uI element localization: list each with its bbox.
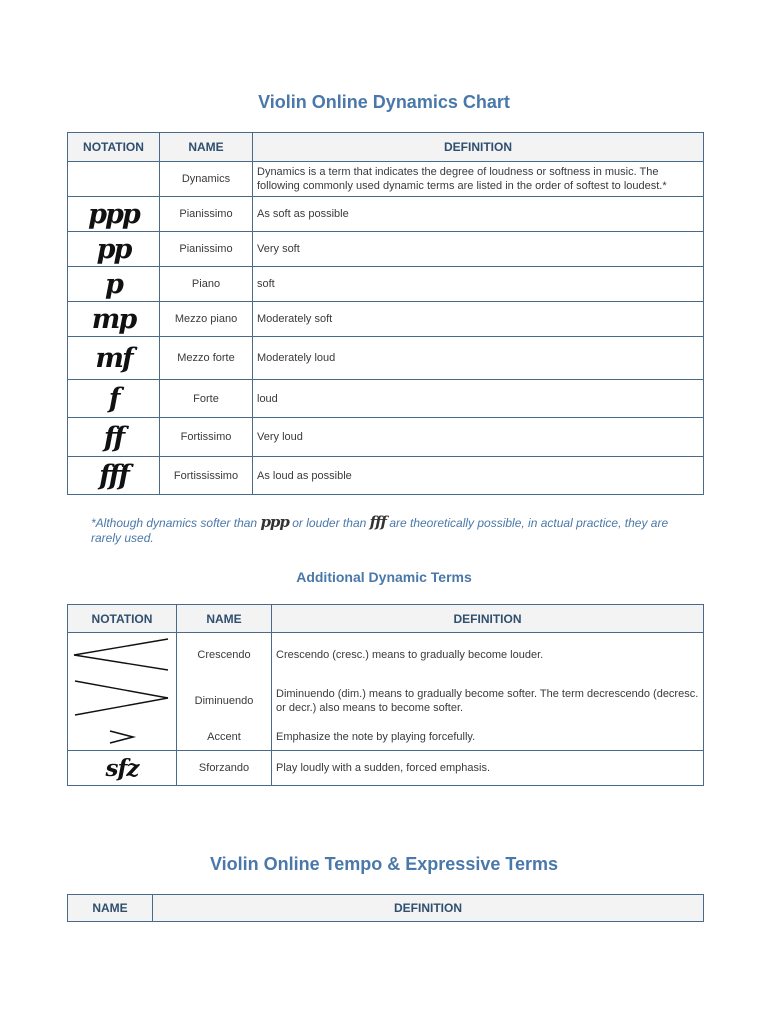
header-definition: DEFINITION [153, 895, 704, 922]
dynamic-symbol: f [108, 383, 119, 414]
notation-cell [68, 267, 160, 302]
header-definition: DEFINITION [272, 605, 704, 633]
header-notation: NOTATION [68, 133, 160, 162]
dynamic-symbol: pp [96, 233, 131, 265]
notation-cell [68, 457, 160, 495]
term-name: Dynamics [160, 162, 253, 197]
header-name: NAME [160, 133, 253, 162]
notation-cell [68, 197, 160, 232]
ppp-symbol: ppp [260, 513, 289, 531]
dynamic-symbol: ff [103, 421, 124, 453]
notation-cell [68, 232, 160, 267]
notation-cell [68, 302, 160, 337]
table-row [68, 232, 704, 267]
term-definition: Emphasize the note by playing forcefully. [272, 725, 704, 751]
term-definition: Diminuendo (dim.) means to gradually become softer. The term decrescendo (decresc. or decr.) also means to become softer. [272, 677, 704, 725]
notation-cell [68, 337, 160, 380]
notation-cell [68, 725, 177, 751]
notation-cell [68, 751, 177, 786]
table-header-row [68, 605, 704, 633]
accent-mark-icon [68, 725, 177, 747]
term-name: Forte [160, 380, 253, 418]
table-header-row [68, 133, 704, 162]
term-definition: loud [253, 380, 704, 418]
additional-terms-table [67, 604, 704, 786]
dynamic-symbol: fff [99, 460, 128, 491]
term-definition: soft [253, 267, 704, 302]
table-row [68, 751, 704, 786]
header-name: NAME [177, 605, 272, 633]
term-name: Crescendo [177, 633, 272, 677]
term-definition: Very soft [253, 232, 704, 267]
term-definition: As soft as possible [253, 197, 704, 232]
sfz-symbol: sfz [105, 754, 139, 782]
table-row [68, 677, 704, 725]
notation-cell [68, 380, 160, 418]
table-row [68, 267, 704, 302]
dynamic-symbol: mf [95, 342, 132, 374]
dynamics-table [67, 132, 704, 495]
table-row [68, 725, 704, 751]
table-row [68, 197, 704, 232]
notation-cell [68, 162, 160, 197]
term-definition: As loud as possible [253, 457, 704, 495]
dynamics-chart-title: Violin Online Dynamics Chart [258, 92, 510, 112]
table-row [68, 337, 704, 380]
dynamic-symbol: mp [91, 303, 136, 335]
term-definition: Play loudly with a sudden, forced emphasis. [272, 751, 704, 786]
crescendo-hairpin-icon [68, 633, 177, 673]
table-row [68, 162, 704, 197]
term-definition: Moderately soft [253, 302, 704, 337]
table-row [68, 457, 704, 495]
dynamic-symbol: ppp [88, 198, 139, 230]
term-name: Fortissimo [160, 418, 253, 457]
term-name: Fortississimo [160, 457, 253, 495]
table-row [68, 302, 704, 337]
header-name: NAME [68, 895, 153, 922]
notation-cell [68, 633, 177, 677]
tempo-terms-title: Violin Online Tempo & Expressive Terms [209, 854, 559, 874]
term-definition: Dynamics is a term that indicates the degree of loudness or softness in music. The following commonly used dynamic terms are listed in the order of softest to loudest.* [253, 162, 704, 197]
term-definition: Very loud [253, 418, 704, 457]
notation-cell [68, 677, 177, 725]
term-name: Accent [177, 725, 272, 751]
tempo-terms-table [67, 894, 704, 922]
table-header-row [68, 895, 704, 922]
footnote: *Although dynamics softer than ppp or louder than fff are theoretically possible, in actual practice, they are rarely used. [91, 513, 669, 545]
header-definition: DEFINITION [253, 133, 704, 162]
term-name: Sforzando [177, 751, 272, 786]
term-name: Piano [160, 267, 253, 302]
term-name: Diminuendo [177, 677, 272, 725]
notation-cell [68, 418, 160, 457]
fff-symbol: fff [369, 513, 386, 531]
additional-terms-title: Additional Dynamic Terms [296, 569, 472, 585]
table-row [68, 418, 704, 457]
term-definition: Moderately loud [253, 337, 704, 380]
dynamic-symbol: p [105, 268, 122, 300]
term-name: Pianissimo [160, 232, 253, 267]
term-name: Pianissimo [160, 197, 253, 232]
term-definition: Crescendo (cresc.) means to gradually become louder. [272, 633, 704, 677]
term-name: Mezzo forte [160, 337, 253, 380]
term-name: Mezzo piano [160, 302, 253, 337]
table-row [68, 380, 704, 418]
diminuendo-hairpin-icon [68, 677, 177, 721]
table-row [68, 633, 704, 677]
header-notation: NOTATION [68, 605, 177, 633]
